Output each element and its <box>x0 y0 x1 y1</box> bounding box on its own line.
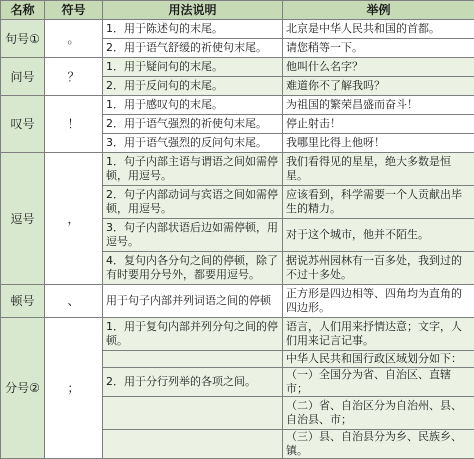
table-row <box>1 20 474 39</box>
example-cell: 对于这个城市，他并不陌生。 <box>283 219 474 252</box>
usage-cell: 3．用于语气强烈的反问句末尾。 <box>103 134 283 153</box>
table-row <box>1 58 474 77</box>
example-cell: 语言，人们用来抒情达意；文字，人们用来记言记事。 <box>283 318 474 351</box>
punct-symbol: ！ <box>45 96 103 153</box>
punct-name: 问号 <box>1 58 45 96</box>
example-cell: 应该看到，科学需要一个人贡献出毕生的精力。 <box>283 186 474 219</box>
usage-cell: 1．句子内部主语与谓语之间如需停顿，用逗号。 <box>103 153 283 186</box>
header-symbol: 符号 <box>45 1 103 20</box>
punct-symbol: ， <box>45 153 103 285</box>
example-cell: 难道你不了解我吗？ <box>283 77 474 96</box>
header-example: 举例 <box>283 1 474 20</box>
example-cell: 请您稍等一下。 <box>283 39 474 58</box>
usage-cell: 2．句子内部动词与宾语之间如需停顿，用逗号。 <box>103 186 283 219</box>
example-cell: 北京是中华人民共和国的首都。 <box>283 20 474 39</box>
example-cell: 据说苏州园林有一百多处，我到过的不过十多处。 <box>283 252 474 285</box>
usage-cell: 2．用于语气强烈的祈使句末尾。 <box>103 115 283 134</box>
table-row <box>1 96 474 115</box>
table-row <box>1 153 474 186</box>
punct-name: 逗号 <box>1 153 45 285</box>
punct-symbol: ？ <box>45 58 103 96</box>
punct-name: 顿号 <box>1 285 45 318</box>
usage-cell: 1．用于感叹句的末尾。 <box>103 96 283 115</box>
usage-cell: 4．复句内各分句之间的停顿，除了有时要用分号外，都要用逗号。 <box>103 252 283 285</box>
header-name: 名称 <box>1 1 45 20</box>
example-cell: （一）全国分为省、自治区、直辖市； <box>283 368 474 397</box>
punct-symbol: 。 <box>45 20 103 58</box>
punct-name: 叹号 <box>1 96 45 153</box>
usage-cell: 2．用于分行列举的各项之间。 <box>103 368 283 397</box>
example-cell: 他叫什么名字？ <box>283 58 474 77</box>
example-cell: （二）省、自治区分为自治州、县、自治县、市； <box>283 397 474 430</box>
usage-cell <box>103 430 283 459</box>
usage-cell: 用于句子内部并列词语之间的停顿 <box>103 285 283 318</box>
example-cell: （三）县、自治县分为乡、民族乡、镇。 <box>283 430 474 459</box>
usage-cell: 1．用于陈述句的末尾。 <box>103 20 283 39</box>
example-cell: 中华人民共和国行政区域划分如下： <box>283 351 474 368</box>
table-row <box>1 285 474 318</box>
table-row <box>1 318 474 351</box>
usage-cell: 1．用于疑问句的末尾。 <box>103 58 283 77</box>
header-row <box>1 1 474 20</box>
punct-name: 句号① <box>1 20 45 58</box>
usage-cell <box>103 351 283 368</box>
example-cell: 停止射击！ <box>283 115 474 134</box>
example-cell: 我哪里比得上他呀！ <box>283 134 474 153</box>
punct-symbol: ； <box>45 318 103 459</box>
usage-cell: 1．用于复句内部并列分句之间的停顿。 <box>103 318 283 351</box>
example-cell: 为祖国的繁荣昌盛而奋斗！ <box>283 96 474 115</box>
punct-symbol: 、 <box>45 285 103 318</box>
punct-name: 分号② <box>1 318 45 459</box>
usage-cell: 2．用于反问句的末尾。 <box>103 77 283 96</box>
usage-cell: 3．句子内部状语后边如需停顿，用逗号。 <box>103 219 283 252</box>
example-cell: 我们看得见的星星，绝大多数是恒星。 <box>283 153 474 186</box>
usage-cell <box>103 397 283 430</box>
example-cell: 正方形是四边相等、四角均为直角的四边形。 <box>283 285 474 318</box>
usage-cell: 2．用于语气舒缓的祈使句末尾。 <box>103 39 283 58</box>
header-usage: 用法说明 <box>103 1 283 20</box>
